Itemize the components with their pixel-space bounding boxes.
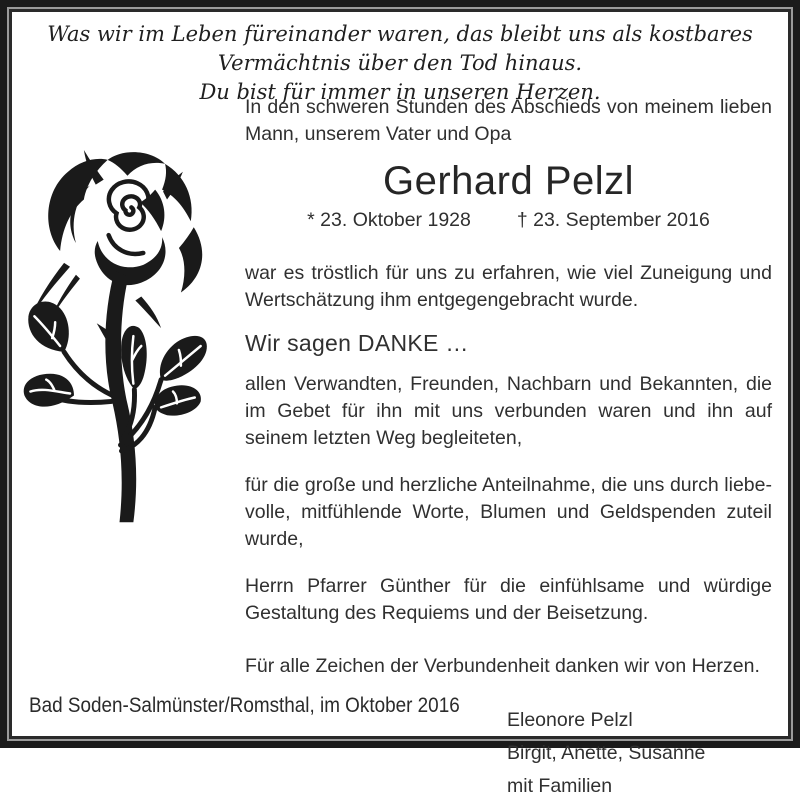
place-date-line: Bad Soden-Salmünster/Romsthal, im Oktober 2016 (29, 694, 460, 717)
memorial-quote-line1: Was wir im Leben füreinander waren, das bleibt uns als kostbares Vermächtnis über den Tod hinaus. (47, 22, 753, 75)
paragraph-thanks-sympathy: für die große und herzliche Anteilnahme, die uns durch liebevolle, mitfühlende Worte, Blumen und Geldspenden zuteil wurde, (245, 474, 772, 550)
paragraph-consolation: war es tröstlich für uns zu erfahren, wie viel Zuneigung und Wertschätzung ihm entgegengebracht wurde. (245, 262, 772, 311)
intro-paragraph: In den schweren Stunden des Abschieds von meinem lieben Mann, unserem Vater und Opa (245, 96, 772, 145)
deceased-name: Gerhard Pelzl (382, 159, 635, 203)
paragraph-thanks-priest: Herrn Pfarrer Günther für die einfühlsame und würdige Gestaltung des Requiems und der Beisetzung. (245, 575, 772, 624)
death-date: † 23. September 2016 (516, 209, 710, 231)
memorial-quote-line2: Du bist für immer in unseren Herzen. (199, 80, 601, 104)
rose-icon (12, 148, 230, 544)
signature-children: Birgit, Anette, Susanne (507, 742, 706, 764)
thanks-heading: Wir sagen DANKE … (245, 330, 469, 356)
signature-families: mit Familien (507, 775, 613, 797)
signature-widow: Eleonore Pelzl (507, 709, 633, 731)
signature-block (507, 704, 772, 803)
paragraph-thanks-relatives: allen Verwandten, Freunden, Nachbarn und Bekannten, die im Gebet für ihn mit uns verbunden waren und ihn auf seinem letzten Weg begleiteten, (245, 373, 772, 449)
birth-date: * 23. Oktober 1928 (307, 209, 471, 231)
life-dates (245, 207, 772, 234)
paragraph-thanks-all: Für alle Zeichen der Verbundenheit danken wir von Herzen. (245, 655, 760, 677)
